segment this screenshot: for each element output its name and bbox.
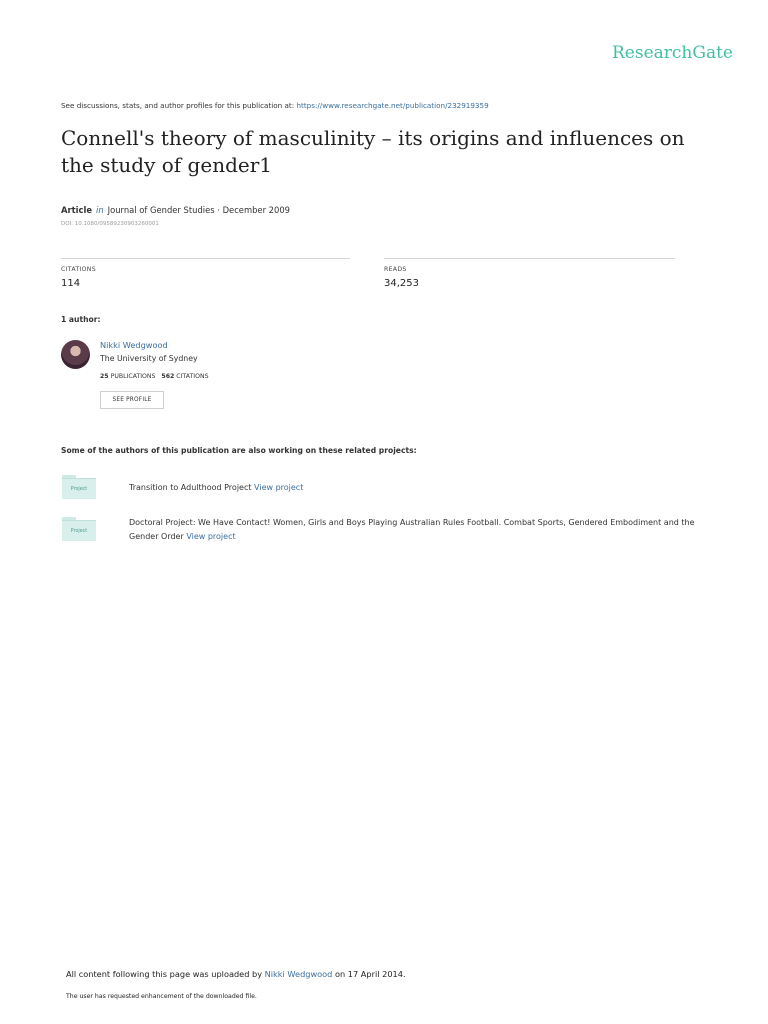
view-project-link[interactable]: View project [254, 483, 304, 492]
author-publications-count: 25 [100, 373, 109, 380]
folder-label: Project [62, 478, 96, 499]
uploader-link[interactable]: Nikki Wedgwood [264, 969, 333, 979]
project-title: Doctoral Project: We Have Contact! Women, Girls and Boys Playing Australian Rules Football. Combat Sports, Gendered Embodiment and the Gender Order [129, 518, 695, 541]
author-name-link[interactable]: Nikki Wedgwood [100, 340, 168, 350]
reads-value: 34,253 [384, 278, 419, 289]
journal-date: Journal of Gender Studies · December 2009 [107, 205, 291, 215]
reads-label: READS [384, 266, 407, 273]
enhancement-note: The user has requested enhancement of the downloaded file. [66, 993, 257, 1000]
folder-label: Project [62, 520, 96, 541]
author-stats [100, 373, 209, 380]
publication-title: Connell's theory of masculinity – its origins and influences on the study of gender1 [61, 126, 685, 177]
author-affiliation: The University of Sydney [100, 354, 198, 363]
publication-url-link[interactable]: https://www.researchgate.net/publication/232919359 [296, 101, 489, 110]
see-profile-button[interactable]: SEE PROFILE [100, 391, 164, 409]
project-item [129, 516, 709, 544]
see-discussions-text: See discussions, stats, and author profiles for this publication at: [61, 101, 297, 110]
citations-value: 114 [61, 278, 81, 289]
see-discussions-line [61, 101, 489, 110]
citations-label: CITATIONS [61, 266, 96, 273]
citations-divider [61, 258, 350, 259]
doi: DOI: 10.1080/09589230903260001 [61, 221, 159, 227]
author-citations-count: 562 [161, 373, 175, 380]
publication-type: Article [61, 205, 93, 215]
uploaded-note [66, 969, 406, 979]
project-folder-icon [62, 475, 96, 499]
uploaded-suffix: on 17 April 2014. [332, 969, 406, 979]
project-folder-icon [62, 517, 96, 541]
reads-divider [384, 258, 675, 259]
uploaded-prefix: All content following this page was uploaded by [66, 969, 265, 979]
publication-meta [61, 205, 290, 215]
project-title: Transition to Adulthood Project [129, 483, 255, 492]
author-avatar[interactable] [61, 340, 90, 369]
related-projects-heading: Some of the authors of this publication are also working on these related projects: [61, 446, 417, 455]
authors-heading: 1 author: [61, 315, 101, 324]
author-publications-label: PUBLICATIONS [110, 373, 156, 380]
project-item [129, 481, 709, 495]
in-label: in [96, 205, 104, 215]
view-project-link[interactable]: View project [186, 532, 236, 541]
researchgate-logo: ResearchGate [612, 43, 733, 63]
author-citations-label: CITATIONS [176, 373, 209, 380]
